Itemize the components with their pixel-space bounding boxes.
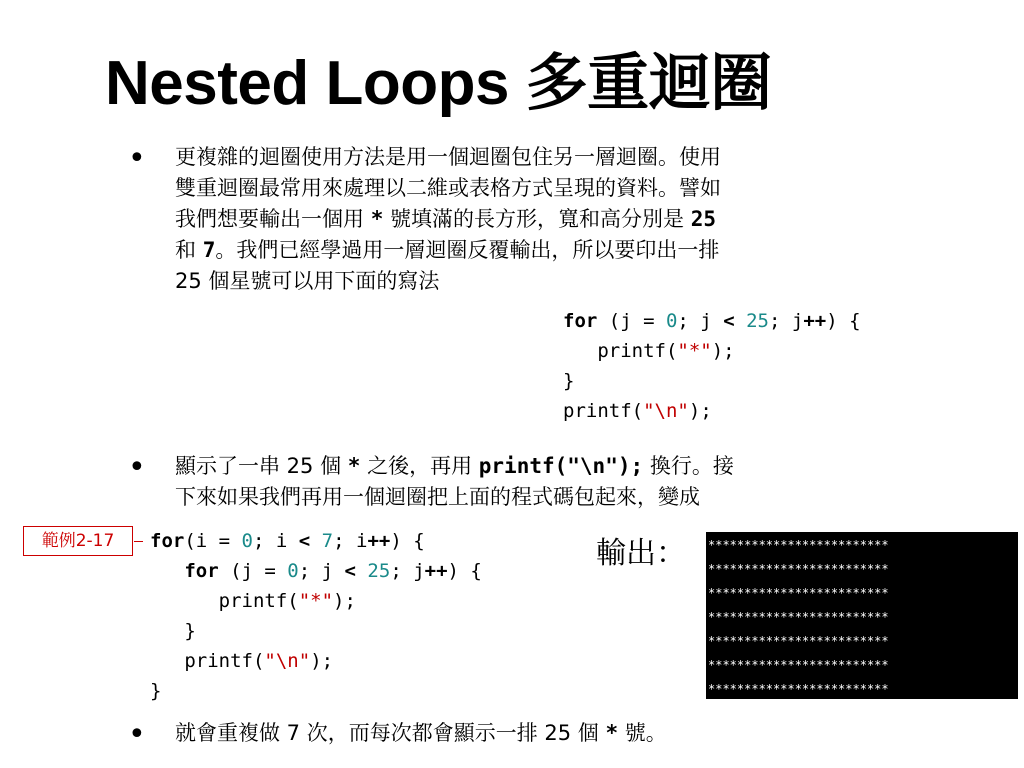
bullet-dot: •	[128, 450, 146, 485]
output-label: 輸出：	[596, 536, 686, 571]
text-line: 更複雜的迴圈使用方法是用一個迴圈包住另一層迴圈。使用	[175, 145, 721, 169]
example-label: 範例2-17	[23, 526, 133, 556]
console-row: *************************	[708, 682, 889, 696]
slide-title: Nested Loops 多重迴圈	[105, 49, 772, 118]
console-row: *************************	[708, 538, 889, 552]
bullet-dot: •	[128, 141, 146, 176]
text-line: 25 個星號可以用下面的寫法	[175, 269, 440, 293]
paragraph-explanation	[175, 451, 925, 513]
text-line: 和 7。我們已經學過用一層迴圈反覆輸出，所以要印出一排	[175, 238, 720, 262]
paragraph-conclusion	[175, 718, 925, 749]
text-line: 顯示了一串 25 個 * 之後，再用 printf("\n"); 換行。接	[175, 454, 734, 478]
console-row: *************************	[708, 586, 889, 600]
text-line: 就會重複做 7 次，而每次都會顯示一排 25 個 * 號。	[175, 721, 667, 745]
console-row: *************************	[708, 658, 889, 672]
text-line: 下來如果我們再用一個迴圈把上面的程式碼包起來，變成	[175, 485, 700, 509]
text-line: 我們想要輸出一個用 * 號填滿的長方形，寬和高分別是 25	[175, 207, 716, 231]
code-single-loop: for (j = 0; j < 25; j++) { printf("*"); } printf("\n");	[563, 310, 861, 422]
console-output	[706, 532, 1018, 699]
bullet-dot: •	[128, 717, 146, 752]
console-row: *************************	[708, 610, 889, 624]
paragraph-intro	[175, 142, 925, 297]
console-row: *************************	[708, 634, 889, 648]
code-nested-loop: for(i = 0; i < 7; i++) { for (j = 0; j < 25; j++) { printf("*"); } printf("\n"); }	[150, 530, 482, 702]
text-line: 雙重迴圈最常用來處理以二維或表格方式呈現的資料。譬如	[175, 176, 721, 200]
console-row: *************************	[708, 562, 889, 576]
example-connector	[134, 541, 143, 542]
